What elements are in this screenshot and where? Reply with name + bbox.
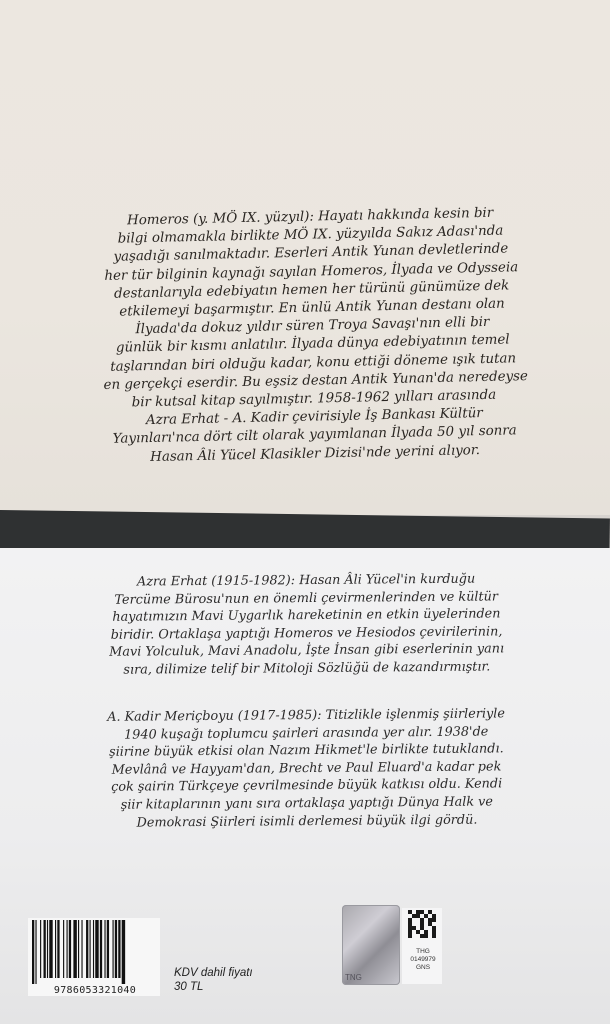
text-line: günlük bir kısmı anlatılır. İlyada dünya edebiyatının temel xyxy=(115,332,510,357)
text-line: en gerçekçi eserdir. Bu eşsiz destan Antik Yunan'da neredeyse xyxy=(103,368,529,393)
text-line: İlyada'da dokuz yıldır süren Troya Savaşı'nın elli bir xyxy=(135,315,490,338)
text-line: çok şairin Türkçeye çevrilmesinde büyük katkısı oldu. Kendi xyxy=(111,776,503,796)
security-tag xyxy=(402,908,442,984)
homeros-description xyxy=(100,204,529,468)
text-line: her tür bilginin kaynağı sayılan Homeros, İlyada ve Odysseia xyxy=(104,259,519,284)
text-line: destanlarıyla edebiyatın hemen her türünü günümüze dek xyxy=(113,278,510,302)
azra-erhat-bio xyxy=(86,570,527,679)
text-line: şiirine büyük etkisi olan Nazım Hikmet'le birlikte tutuklandı. xyxy=(109,741,504,760)
text-line: Azra Erhat - A. Kadir çevirisiyle İş Bankası Kültür xyxy=(145,406,483,429)
text-line: şiir kitaplarının yanı sıra ortaklaşa yaptığı Dünya Halk ve xyxy=(120,794,494,813)
text-line: Demokrasi Şiirleri isimli derlemesi büyük ilgi gördü. xyxy=(136,812,478,831)
text-line: Tercüme Bürosu'nun en önemli çevirmenlerinden ve kültür xyxy=(114,588,499,608)
text-line: Hasan Âli Yücel Klasikler Dizisi'nde yerini alıyor. xyxy=(150,442,481,465)
text-line: etkilemeyi başarmıştır. En ünlü Antik Yunan destanı olan xyxy=(119,296,505,320)
tag-serial: 0149979 xyxy=(410,956,436,963)
text-line: Homeros (y. MÖ IX. yüzyıl): Hayatı hakkında kesin bir xyxy=(126,205,494,229)
text-line: 1940 kuşağı toplumcu şairleri arasında yer alır. 1938'de xyxy=(124,724,489,743)
text-line: bilgi olmamakla birlikte MÖ IX. yüzyılda Sakız Adası'nda xyxy=(117,223,504,247)
text-line: bir kutsal kitap sayılmıştır. 1958-1962 yılları arasında xyxy=(131,387,497,411)
price-amount: 30 TL xyxy=(174,981,204,993)
tag-text xyxy=(405,948,441,972)
barcode-bars-icon xyxy=(28,918,160,984)
hologram-sticker-icon xyxy=(342,905,400,985)
text-line: Mevlânâ ve Hayyam'dan, Brecht ve Paul Eluard'a kadar pek xyxy=(111,759,502,778)
text-line: Yayınları'nca dört cilt olarak yayımlanan İlyada 50 yıl sonra xyxy=(112,423,517,448)
isbn-number: 9786053321040 xyxy=(53,985,137,996)
text-line: yaşadığı sanılmaktadır. Eserleri Antik Yunan devletlerinde xyxy=(113,241,509,266)
text-line: biridir. Ortaklaşa yaptığı Homeros ve Hesiodos çevirilerinin, xyxy=(110,624,503,643)
text-line: Azra Erhat (1915-1982): Hasan Âli Yücel'in kurduğu xyxy=(136,571,476,590)
text-line: taşlarından biri olduğu kadar, konu ettiği döneme ışık tutan xyxy=(110,350,517,375)
kadir-mericboyu-bio xyxy=(86,705,527,832)
text-line: hayatımızın Mavi Uygarlık hareketinin en etkin üyelerinden xyxy=(112,606,501,625)
price-label xyxy=(174,966,253,994)
hologram-label: TNG xyxy=(345,973,362,982)
tag-code: THG xyxy=(416,948,430,955)
isbn-barcode xyxy=(28,918,160,996)
qr-code-icon xyxy=(408,910,436,938)
tag-suffix: GNS xyxy=(415,964,431,971)
text-line: A. Kadir Meriçboyu (1917-1985): Titizlikle işlenmiş şiirleriyle xyxy=(107,706,505,725)
text-line: sıra, dilimize telif bir Mitoloji Sözlüğü de kazandırmıştır. xyxy=(123,659,491,678)
price-caption: KDV dahil fiyatı xyxy=(174,967,253,979)
text-line: Mavi Yolculuk, Mavi Anadolu, İşte İnsan gibi eserlerinin yanı xyxy=(109,641,505,661)
